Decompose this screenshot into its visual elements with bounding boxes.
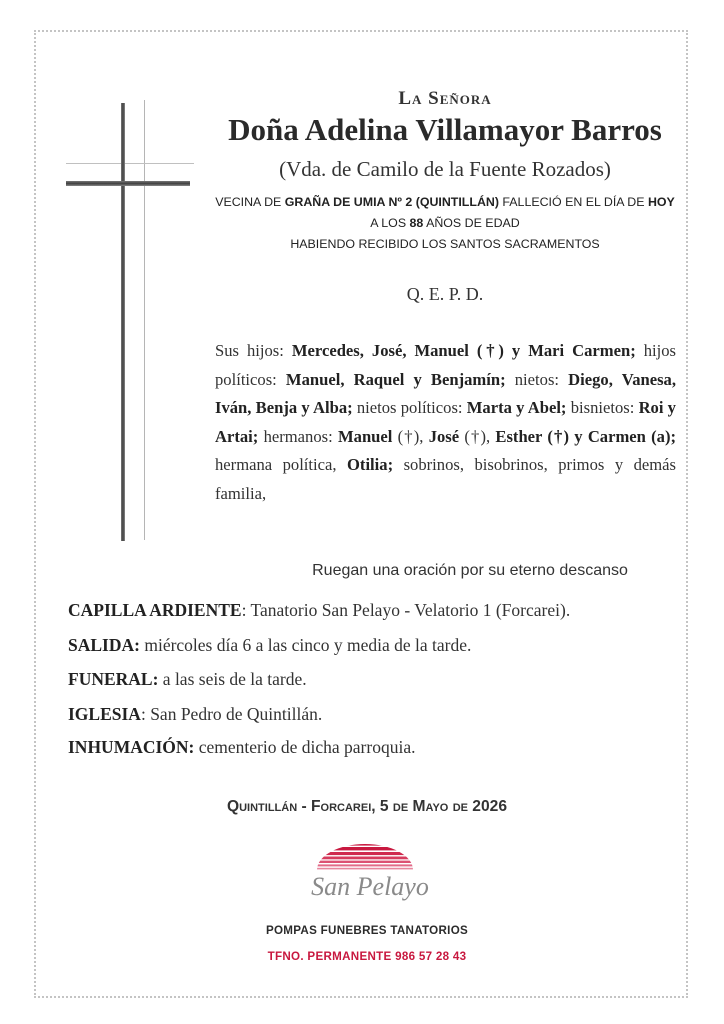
family-sister-in-law: Otilia; bbox=[347, 455, 394, 475]
service-label: CAPILLA ARDIENTE bbox=[68, 600, 242, 620]
service-value: : Tanatorio San Pelayo - Velatorio 1 (Forcarei). bbox=[241, 600, 571, 620]
family-siblings: Esther (†) y Carmen (a); bbox=[495, 426, 677, 446]
place-date: Quintillán - Forcarei, 5 de Mayo de 2026 bbox=[226, 798, 508, 815]
age-prefix: A LOS bbox=[370, 216, 410, 230]
residence-address: GRAÑA DE UMIA Nº 2 (QUINTILLÁN) bbox=[284, 195, 499, 209]
service-capilla bbox=[68, 600, 570, 621]
family-sibling: José bbox=[428, 426, 460, 446]
service-label: FUNERAL: bbox=[68, 669, 159, 689]
residence-line bbox=[200, 195, 690, 209]
age-suffix: AÑOS DE EDAD bbox=[423, 216, 520, 230]
service-value: a las seis de la tarde. bbox=[158, 669, 307, 689]
family-text: Sus hijos: bbox=[215, 341, 292, 360]
service-salida bbox=[68, 635, 471, 656]
death-day: HOY bbox=[647, 195, 675, 209]
deceased-name: Doña Adelina Villamayor Barros bbox=[228, 112, 662, 147]
family-children-in-law: Manuel, Raquel y Benjamín; bbox=[285, 369, 506, 389]
service-iglesia bbox=[68, 704, 322, 725]
age-line bbox=[200, 216, 690, 230]
family-children: Mercedes, José, Manuel (†) y Mari Carmen; bbox=[291, 341, 636, 360]
residence-prefix: VECINA DE bbox=[215, 195, 285, 209]
family-text: (†), bbox=[459, 426, 496, 446]
cross-shadow-horizontal bbox=[66, 163, 194, 164]
cross-icon-horizontal-bar bbox=[66, 181, 190, 186]
death-text: FALLECIÓ EN EL DÍA DE bbox=[498, 195, 648, 209]
family-text: (†), bbox=[392, 426, 429, 446]
service-label: INHUMACIÓN: bbox=[68, 737, 195, 757]
family-text: hermana política, bbox=[215, 455, 348, 475]
cross-icon-vertical-bar bbox=[121, 103, 125, 541]
family-text: hijos políticos: bbox=[215, 341, 676, 389]
family-text: nietos: bbox=[505, 369, 569, 389]
service-label: SALIDA: bbox=[68, 635, 140, 655]
family-grandchildren-in-law: Marta y Abel; bbox=[466, 398, 567, 418]
widow-line: (Vda. de Camilo de la Fuente Rozados) bbox=[279, 157, 611, 181]
prayer-line: Ruegan una oración por su eterno descanso bbox=[312, 562, 628, 579]
family-sibling: Manuel bbox=[337, 426, 393, 446]
company-name: POMPAS FUNEBRES TANATORIOS bbox=[265, 924, 469, 937]
family-great-grandchildren: Roi y Artai; bbox=[215, 398, 676, 446]
title-prefix: La Señora bbox=[398, 88, 492, 109]
service-label: IGLESIA bbox=[68, 704, 141, 724]
service-inhumacion bbox=[68, 737, 415, 758]
qepd: Q. E. P. D. bbox=[406, 284, 484, 304]
company-logo-text: San Pelayo bbox=[311, 872, 429, 901]
family-paragraph bbox=[215, 337, 676, 509]
family-text: hermanos: bbox=[258, 426, 338, 446]
family-text: nietos políticos: bbox=[352, 398, 467, 418]
family-grandchildren: Diego, Vanesa, Iván, Benja y Alba; bbox=[215, 369, 676, 418]
service-value: cementerio de dicha parroquia. bbox=[194, 737, 416, 757]
service-value: miércoles día 6 a las cinco y media de la tarde. bbox=[139, 635, 472, 655]
sacraments-line: HABIENDO RECIBIDO LOS SANTOS SACRAMENTOS bbox=[290, 237, 600, 251]
age-value: 88 bbox=[409, 216, 424, 230]
company-phone: TFNO. PERMANENTE 986 57 28 43 bbox=[267, 950, 467, 963]
service-funeral bbox=[68, 669, 307, 690]
service-value: : San Pedro de Quintillán. bbox=[140, 704, 323, 724]
cross-shadow-vertical bbox=[144, 100, 145, 540]
family-text: bisnietos: bbox=[566, 398, 639, 418]
family-text: sobrinos, bisobrinos, primos y demás familia, bbox=[215, 455, 676, 503]
